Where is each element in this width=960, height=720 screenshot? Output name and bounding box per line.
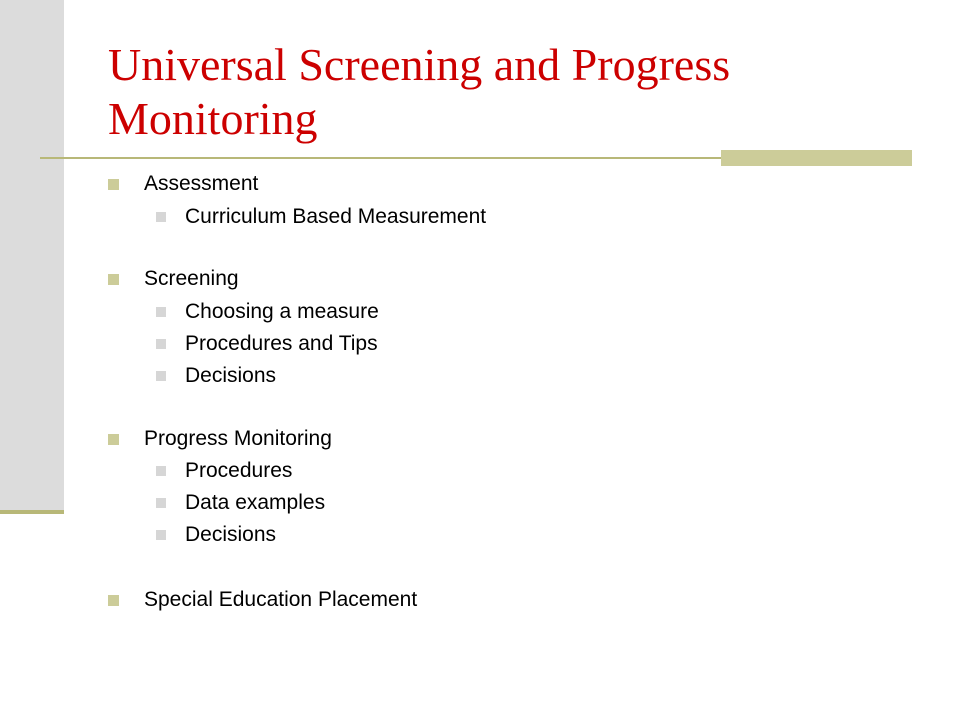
sub-bullet-item-procedures: [156, 457, 292, 485]
bullet-label: Assessment: [144, 172, 259, 195]
sub-bullet-label: Curriculum Based Measurement: [185, 205, 487, 228]
bullet-label: Progress Monitoring: [144, 427, 332, 450]
square-bullet-icon: [156, 530, 166, 540]
square-bullet-icon: [108, 179, 119, 190]
sub-bullet-item-curriculum-based-measurement: [156, 203, 486, 231]
sub-bullet-item-procedures-and-tips: [156, 330, 378, 358]
bullet-label: Screening: [144, 267, 239, 290]
square-bullet-icon: [156, 466, 166, 476]
sub-bullet-item-data-examples: [156, 489, 325, 517]
bullet-item-progress-monitoring: [108, 425, 332, 453]
sub-bullet-label: Data examples: [185, 491, 326, 514]
bullet-item-screening: [108, 265, 239, 293]
square-bullet-icon: [108, 434, 119, 445]
sub-bullet-label: Procedures: [185, 459, 293, 482]
square-bullet-icon: [108, 595, 119, 606]
bullet-item-assessment: [108, 170, 258, 198]
square-bullet-icon: [156, 371, 166, 381]
bullet-item-special-education-placement: [108, 586, 417, 614]
sub-bullet-label: Decisions: [185, 523, 277, 546]
square-bullet-icon: [156, 498, 166, 508]
sub-bullet-item-choosing-a-measure: [156, 298, 379, 326]
square-bullet-icon: [156, 339, 166, 349]
square-bullet-icon: [156, 212, 166, 222]
square-bullet-icon: [108, 274, 119, 285]
slide-title: Universal Screening and Progress Monitoring: [108, 39, 731, 144]
sub-bullet-label: Decisions: [185, 364, 277, 387]
sub-bullet-item-decisions: [156, 521, 276, 549]
bullet-label: Special Education Placement: [144, 588, 418, 611]
square-bullet-icon: [156, 307, 166, 317]
sub-bullet-label: Procedures and Tips: [185, 332, 378, 355]
sub-bullet-label: Choosing a measure: [185, 300, 379, 323]
sub-bullet-item-decisions: [156, 362, 276, 390]
